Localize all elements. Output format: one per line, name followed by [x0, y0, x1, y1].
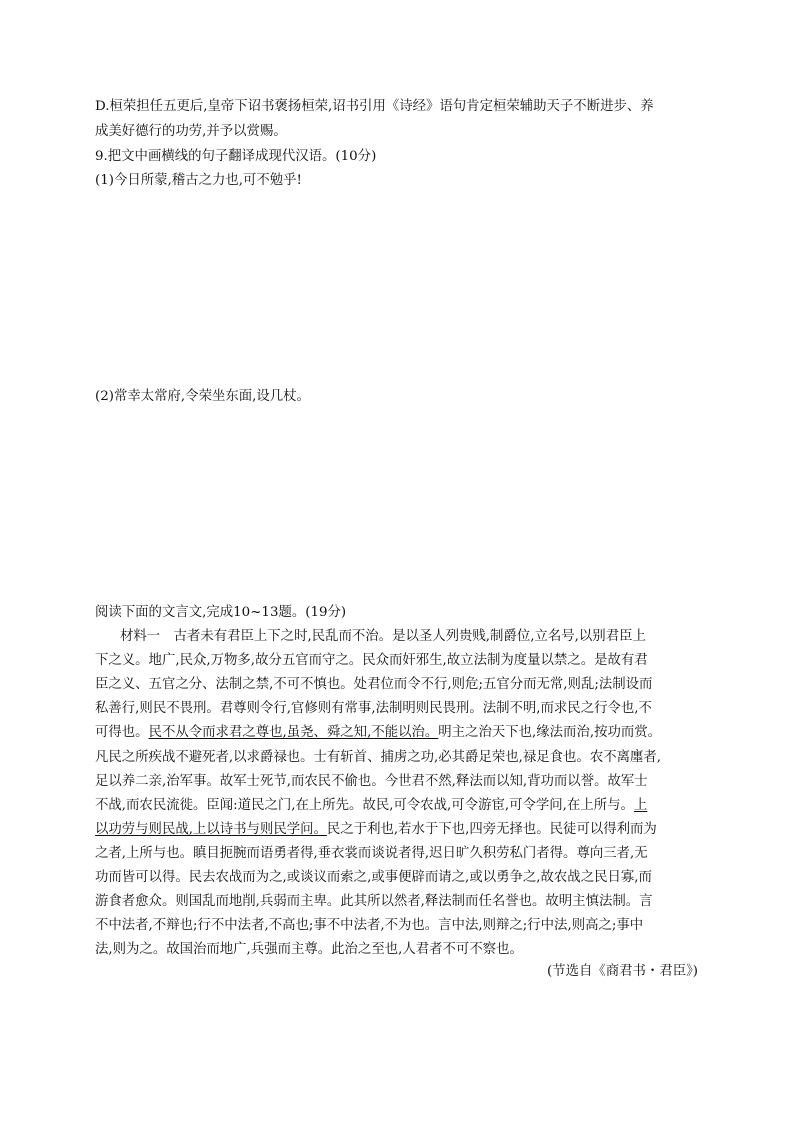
- passage-text: 臣之义、五官之分、法制之禁,不可不慎也。处君位而令不行,则危;五官分而无常,则乱;法制设而: [95, 677, 653, 693]
- question-9-item-1: (1)今日所蒙,稽古之力也,可不勉乎!: [95, 173, 302, 188]
- passage-text: 明主之治天下也,缘法而治,按功而赏。: [438, 725, 662, 741]
- underlined-sentence: 以功劳与则民战,上以诗书与则民学问。: [95, 821, 327, 837]
- passage-line: [95, 941, 523, 959]
- passage-source: (节选自《商君书・君臣》): [546, 964, 698, 979]
- passage-line: [95, 869, 652, 887]
- passage-text: 不战,而农民流徙。臣闻:道民之门,在上所先。故民,可令农战,可令游宦,可令学问,在上所与。: [95, 797, 634, 813]
- passage-line: [95, 724, 661, 742]
- option-d-line-1: D.桓荣担任五更后,皇帝下诏书褒扬桓荣,诏书引用《诗经》语句肯定桓荣辅助天子不断进步、养: [95, 99, 654, 114]
- passage-text: 民之于利也,若水于下也,四旁无择也。民徒可以得利而为: [326, 821, 657, 837]
- passage-line: [95, 821, 657, 839]
- passage-text: 法,则为之。故国治而地广,兵强而主尊。此治之至也,人君者不可不察也。: [95, 942, 523, 958]
- passage-text: 游食者愈众。则国乱而地削,兵弱而主卑。此其所以然者,释法制而任名誉也。故明主慎法制。言: [95, 894, 653, 910]
- question-9-heading: 9.把文中画横线的句子翻译成现代汉语。(10分): [95, 149, 377, 164]
- passage-text: 不中法者,不辩也;行不中法者,不高也;事不中法者,不为也。言中法,则辩之;行中法,则高之;事中: [95, 918, 644, 934]
- option-d-line-2: 成美好德行的功劳,并予以赏赐。: [95, 124, 287, 139]
- reading-intro: 阅读下面的文言文,完成10~13题。(19分): [95, 605, 347, 620]
- passage-line: [95, 749, 661, 767]
- passage-line: [95, 917, 643, 935]
- passage-text: 下之义。地广,民众,万物多,故分五官而守之。民众而奸邪生,故立法制为度量以禁之。是故有君: [95, 653, 648, 669]
- passage-text: 功而皆可以得。民去农战而为之,或谈议而索之,或事便辟而请之,或以勇争之,故农战之民日寡,而: [95, 870, 652, 885]
- passage-text: 可得也。: [95, 725, 149, 741]
- passage-text: 凡民之所疾战不避死者,以求爵禄也。士有斩首、捕虏之功,必其爵足荣也,禄足食也。农不离廛者,: [95, 749, 662, 765]
- underlined-sentence: 上: [633, 797, 648, 813]
- passage-line: [95, 845, 648, 863]
- passage-line: [95, 797, 647, 815]
- passage-line: [95, 652, 648, 670]
- underlined-sentence: 民不从令而求君之尊也,虽尧、舜之知,不能以治。: [148, 725, 439, 741]
- passage-line: [95, 773, 648, 791]
- passage-line: [120, 628, 646, 646]
- passage-text: 足以养二亲,治军事。故军士死节,而农民不偷也。今世君不然,释法而以知,背功而以誉。故军士: [95, 773, 648, 789]
- passage-text: 私善行,则民不畏刑。君尊则令行,官修则有常事,法制明则民畏刑。法制不明,而求民之行令也,不: [95, 701, 652, 717]
- passage-text: 材料一 古者未有君臣上下之时,民乱而不治。是以圣人列贵贱,制爵位,立名号,以别君臣上: [120, 629, 646, 644]
- passage-text: 之者,上所与也。瞋目扼腕而语勇者得,垂衣裳而谈说者得,迟日旷久积劳私门者得。尊向三者,无: [95, 845, 648, 861]
- question-9-item-2: (2)常幸太常府,令荣坐东面,设几杖。: [95, 389, 310, 404]
- passage-line: [95, 676, 652, 694]
- passage-line: [95, 893, 653, 911]
- passage-line: [95, 700, 652, 718]
